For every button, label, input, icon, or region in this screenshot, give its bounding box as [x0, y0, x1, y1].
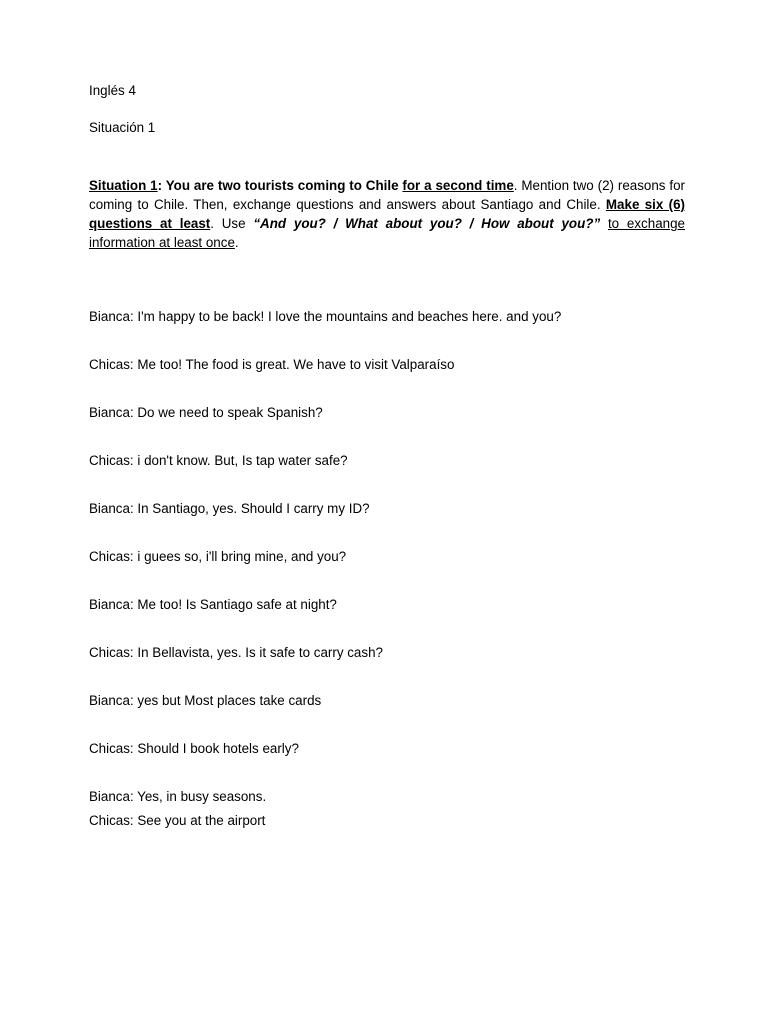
instructions-second-time: for a second time: [402, 178, 514, 193]
instructions-space: [600, 216, 608, 231]
dialogue-line: Bianca: Do we need to speak Spanish?: [89, 405, 323, 420]
instructions-make-six: Make six (6) questions at least: [89, 197, 685, 231]
instructions-period: .: [234, 235, 239, 250]
instructions-text-1: . Mention two (2) reasons for coming to Chile. Then, exchange questions and answers about Santiago and Chile.: [89, 178, 686, 212]
dialogue-line: Bianca: I'm happy to be back! I love the mountains and beaches here. and you?: [89, 309, 562, 324]
situation-heading: Situación 1: [89, 120, 156, 135]
instructions-text-2: . Use: [210, 216, 254, 231]
instructions-phrases: “And you? / What about you? / How about you?”: [253, 216, 601, 231]
course-title: Inglés 4: [89, 83, 136, 98]
dialogue-line: Chicas: i guees so, i'll bring mine, and you?: [89, 549, 347, 564]
dialogue-line: Chicas: i don't know. But, Is tap water safe?: [89, 453, 348, 468]
dialogue-line: Chicas: In Bellavista, yes. Is it safe to carry cash?: [89, 645, 383, 660]
instructions-lead: You are two tourists coming to Chile: [162, 178, 403, 193]
dialogue-line: Chicas: Should I book hotels early?: [89, 741, 299, 756]
instructions-paragraph: [89, 176, 685, 252]
instructions-colon: :: [157, 178, 163, 193]
dialogue-line: Bianca: In Santiago, yes. Should I carry my ID?: [89, 501, 370, 516]
instructions-exchange: to exchange information at least once: [89, 216, 685, 250]
dialogue-line: Bianca: yes but Most places take cards: [89, 693, 322, 708]
dialogue-line: Chicas: Me too! The food is great. We have to visit Valparaíso: [89, 357, 455, 372]
dialogue-line: Chicas: See you at the airport: [89, 813, 266, 828]
dialogue-line: Bianca: Me too! Is Santiago safe at night?: [89, 597, 337, 612]
dialogue-line: Bianca: Yes, in busy seasons.: [89, 789, 267, 804]
instructions-label: Situation 1: [89, 178, 158, 193]
